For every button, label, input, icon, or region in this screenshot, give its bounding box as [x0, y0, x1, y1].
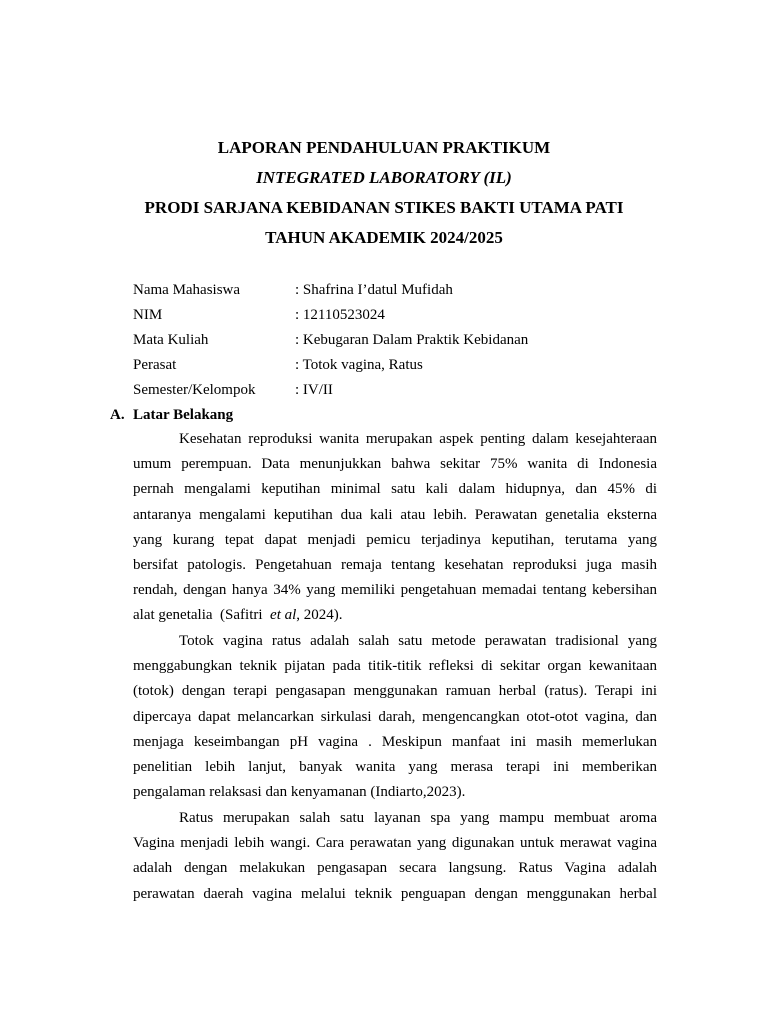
info-value: : Kebugaran Dalam Praktik Kebidanan: [295, 332, 529, 348]
info-label: Perasat: [133, 357, 177, 373]
student-info-table: [133, 279, 528, 404]
paragraph-line: (totok) dengan terapi pengasapan menggunakan ramuan herbal (ratus). Terapi ini: [133, 683, 657, 700]
info-value: : Shafrina I’datul Mufidah: [295, 282, 453, 298]
title-line-2: INTEGRATED LABORATORY (IL): [256, 168, 512, 187]
paragraph-line: rendah, dengan hanya 34% yang memiliki pengetahuan memadai tentang kebersihan: [133, 582, 657, 599]
info-value: : Totok vagina, Ratus: [295, 357, 423, 373]
paragraph-line: umum perempuan. Data menunjukkan bahwa sekitar 75% wanita di Indonesia: [133, 456, 657, 473]
title-line-4: TAHUN AKADEMIK 2024/2025: [265, 228, 503, 247]
citation-year: , 2024).: [296, 607, 343, 624]
title-line-3: PRODI SARJANA KEBIDANAN STIKES BAKTI UTAMA PATI: [144, 198, 624, 217]
paragraph-line: Kesehatan reproduksi wanita merupakan aspek penting dalam kesejahteraan: [179, 431, 657, 447]
section-title: Latar Belakang: [133, 407, 234, 423]
citation-text: alat genetalia (Safitri: [133, 607, 271, 624]
section-number: A.: [110, 407, 125, 423]
info-value: : IV/II: [295, 382, 333, 398]
paragraph-1: [133, 427, 657, 629]
info-value: : 12110523024: [295, 307, 385, 323]
paragraph-line: perawatan daerah vagina melalui teknik penguapan dengan menggunakan herbal: [133, 885, 657, 902]
info-row-nim: [133, 304, 528, 329]
title-line-1: LAPORAN PENDAHULUAN PRAKTIKUM: [217, 138, 551, 157]
paragraph-line: penelitian lebih lanjut, banyak wanita yang merasa terapi ini memberikan: [133, 758, 657, 775]
info-label: NIM: [133, 307, 163, 323]
paragraph-line: Totok vagina ratus adalah salah satu metode perawatan tradisional yang: [179, 633, 657, 649]
paragraph-line: Ratus merupakan salah satu layanan spa yang mampu membuat aroma: [179, 810, 657, 826]
info-label: Semester/Kelompok: [133, 382, 256, 398]
paragraph-3: [133, 806, 657, 907]
info-row-procedure: [133, 354, 528, 379]
info-row-name: [133, 279, 528, 304]
paragraph-line: antaranya mengalami keputihan dua kali atau lebih. Perawatan genetalia eksterna: [133, 506, 657, 523]
paragraph-line: pengalaman relaksasi dan kenyamanan (Indiarto,2023).: [133, 784, 466, 801]
info-label: Nama Mahasiswa: [133, 282, 241, 298]
paragraph-line-citation: [133, 603, 657, 628]
paragraph-line: dipercaya dapat melancarkan sirkulasi darah, mengencangkan otot-otot vagina, dan: [133, 708, 657, 725]
paragraph-line: bersifat patologis. Pengetahuan remaja tentang kesehatan reproduksi juga masih: [133, 556, 657, 573]
paragraph-line: menggabungkan teknik pijatan pada titik-titik refleksi di sekitar organ kewanitaan: [133, 658, 657, 675]
document-title-block: [0, 136, 768, 256]
paragraph-line: Vagina menjadi lebih wangi. Cara perawatan yang digunakan untuk merawat vagina: [133, 835, 657, 852]
paragraph-2: [133, 629, 657, 805]
info-row-course: [133, 329, 528, 354]
section-heading: [110, 404, 233, 426]
paragraph-line: pernah mengalami keputihan minimal satu kali dalam hidupnya, dan 45% di: [133, 481, 657, 498]
paragraph-line: menjaga keseimbangan pH vagina . Meskipun manfaat ini masih memerlukan: [133, 733, 657, 750]
paragraph-line: yang kurang tepat dapat menjadi pemicu terjadinya keputihan, terutama yang: [133, 531, 657, 548]
citation-et-al: et al: [270, 607, 297, 624]
info-label: Mata Kuliah: [133, 332, 209, 348]
info-row-semester: [133, 379, 528, 404]
paragraph-line: adalah dengan melakukan pengasapan secara langsung. Ratus Vagina adalah: [133, 860, 657, 877]
